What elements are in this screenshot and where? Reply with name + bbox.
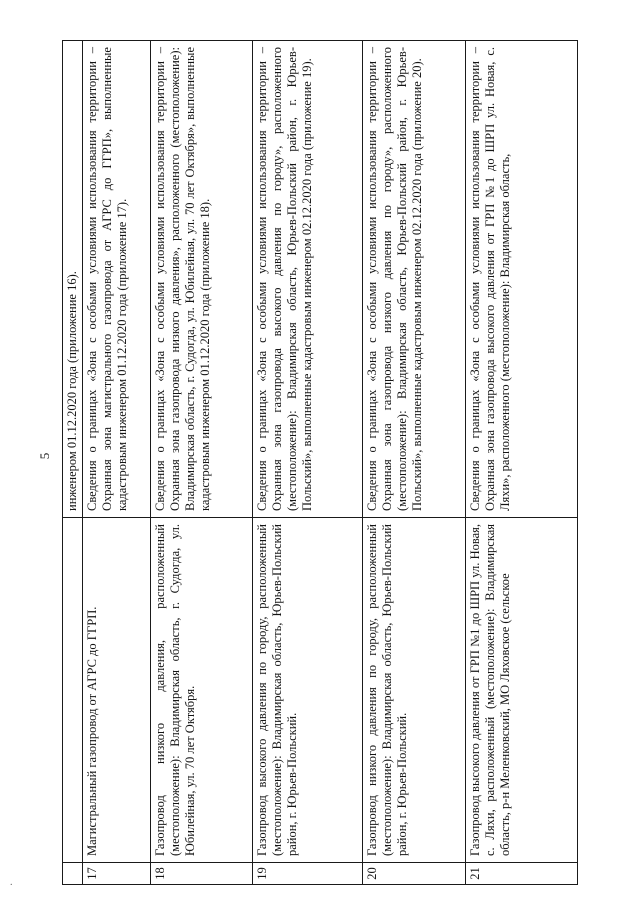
object-description: Газопровод низкого давления, расположенный (местоположение): Владимирская область, г. Судогда, ул. Юбилейная, ул. 70 лет Октября. (151, 518, 253, 863)
rotated-table-sheet (62, 40, 575, 885)
row-number (63, 863, 83, 885)
table-row (253, 41, 363, 885)
boundary-info: инженером 01.12.2020 года (приложение 16). (63, 41, 83, 518)
row-number: 17 (83, 863, 151, 885)
table-row (83, 41, 151, 885)
boundary-info: Сведения о границах «Зона с особыми условиями использования территории – Охранная зона газопровода высокого давления от ГРП №1 до ШРП ул. Новая, с. Ляхи», расположенного (местоположение): Владимирская область, (466, 41, 578, 518)
boundary-info: Сведения о границах «Зона с особыми условиями использования территории – Охранная зона магистрального газопровода от АГРС до ГГРП», выполненные кадастровым инженером 01.12.2020 года (приложение 17). (83, 41, 151, 518)
object-description: Газопровод низкого давления по городу, расположенный (местоположение): Владимирская область, Юрьев-Польский район, г. Юрьев-Польский. (363, 518, 466, 863)
boundary-info: Сведения о границах «Зона с особыми условиями использования территории – Охранная зона газопровода низкого давления по городу», расположенного (местоположение): Владимирская область, Юрьев-Польский район, г. Юрьев-Польский», выполненные кадастровым инженером 02.12.2020 года (приложение 20). (363, 41, 466, 518)
boundary-info: Сведения о границах «Зона с особыми условиями использования территории – Охранная зона газопровода высокого давления по городу», расположенного (местоположение): Владимирская область, Юрьев-Польский район, г. Юрьев-Польский», выполненные кадастровым инженером 02.12.2020 года (приложение 19). (253, 41, 363, 518)
row-number: 20 (363, 863, 466, 885)
scan-speck: . (10, 877, 13, 888)
object-description: Магистральный газопровод от АГРС до ГГРП. (83, 518, 151, 863)
table-row (363, 41, 466, 885)
object-description: Газопровод высокого давления по городу, расположенный (местоположение): Владимирская область, Юрьев-Польский район, г. Юрьев-Польский. (253, 518, 363, 863)
table-row (151, 41, 253, 885)
object-description: Газопровод высокого давления от ГРП №1 до ШРП ул. Новая, с. Ляхи, расположенный (местоположение): Владимирская область, р-н Меленковский, МО Ляховское (сельское (466, 518, 578, 863)
table-row (466, 41, 578, 885)
page-number: 5 (37, 452, 52, 460)
row-number: 21 (466, 863, 578, 885)
objects-table (62, 40, 578, 885)
table-row (63, 41, 83, 885)
object-description (63, 518, 83, 863)
row-number: 19 (253, 863, 363, 885)
row-number: 18 (151, 863, 253, 885)
boundary-info: Сведения о границах «Зона с особыми условиями использования территории – Охранная зона газопровода низкого давления», расположенного (местоположение): Владимирская область, г. Судогда, ул. Юбилейная, ул. 70 лет Октября», выполненные кадастровым инженером 01.12.2020 года (приложение 18). (151, 41, 253, 518)
